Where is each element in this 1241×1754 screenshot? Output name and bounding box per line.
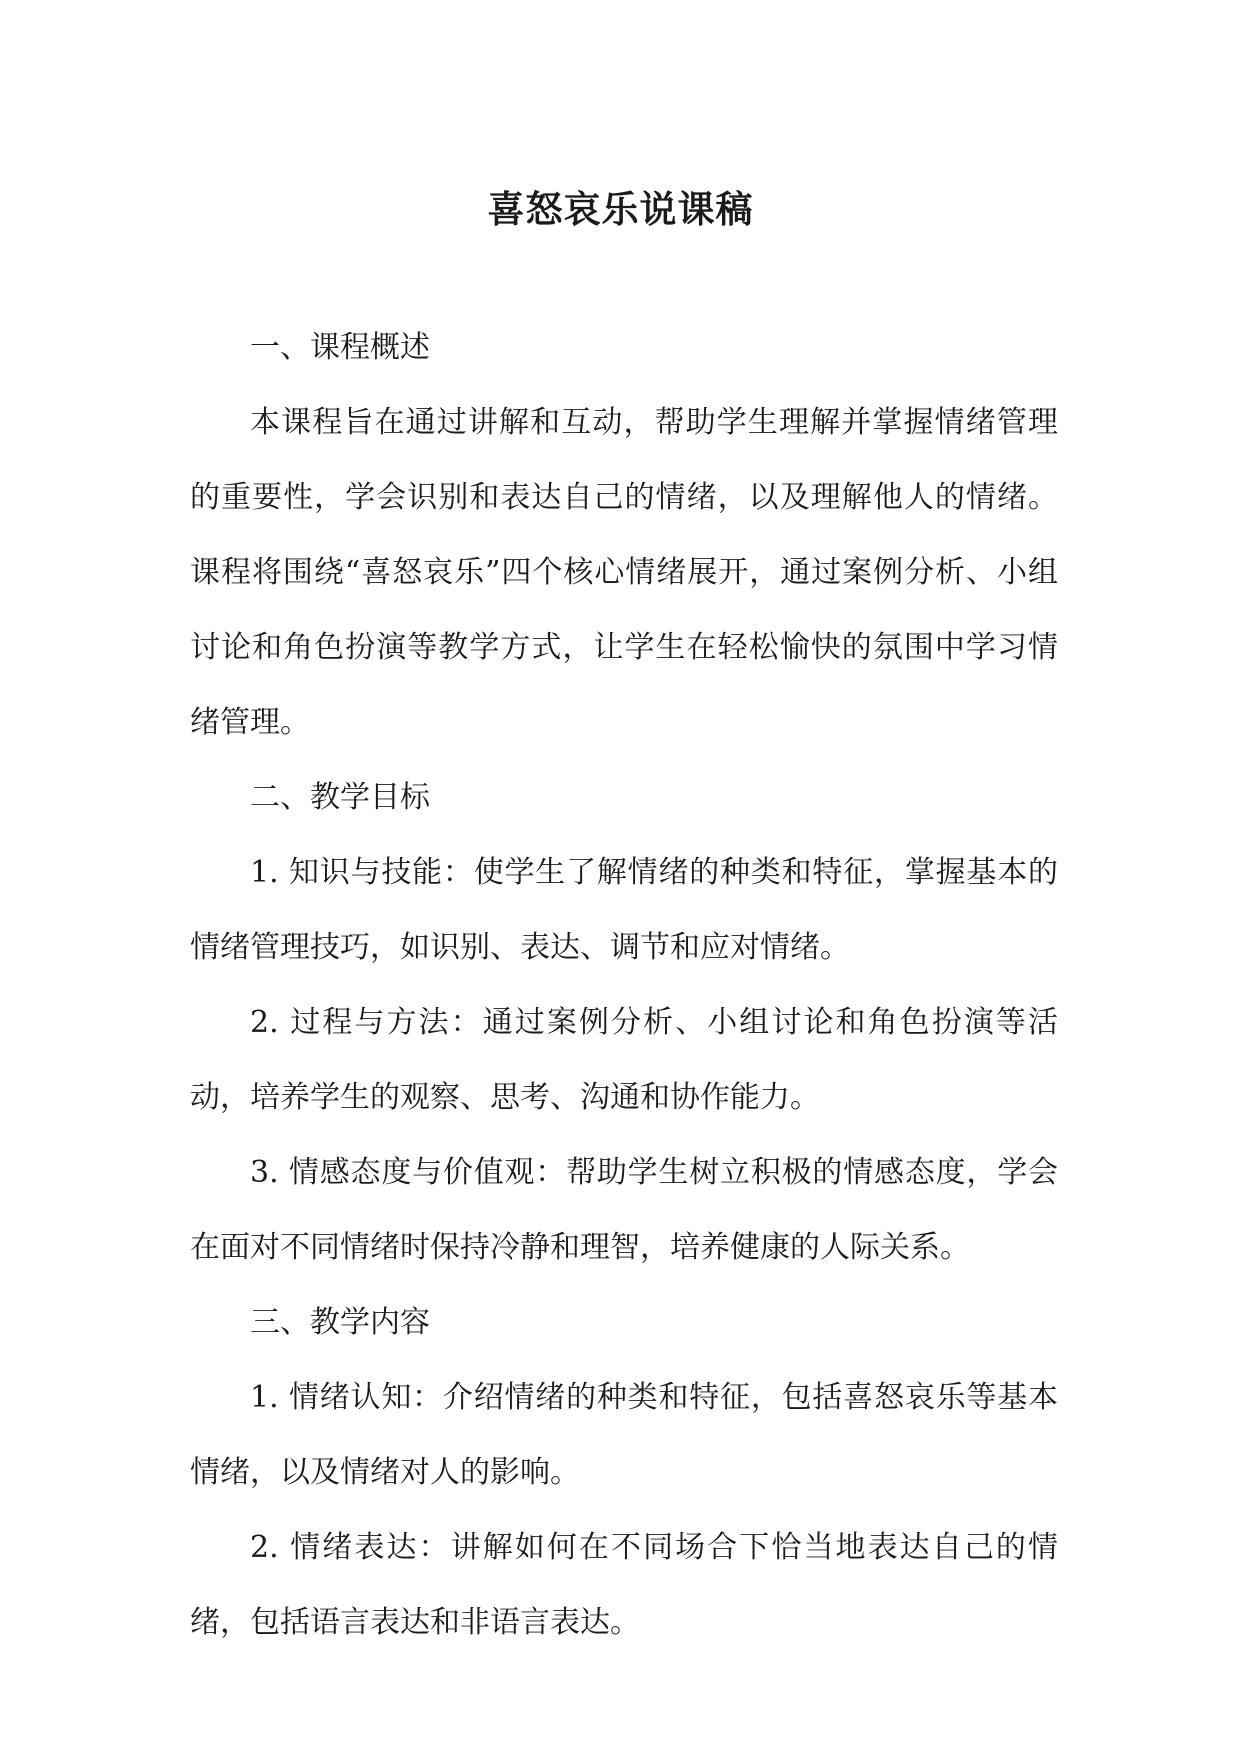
paragraph-content-2: 2. 情绪表达：讲解如何在不同场合下恰当地表达自己的情绪，包括语言表达和非语言表达。 [190, 1530, 1058, 1640]
paragraph-content-1: 1. 情绪认知：介绍情绪的种类和特征，包括喜怒哀乐等基本情绪，以及情绪对人的影响。 [190, 1380, 1058, 1490]
document-title: 喜怒哀乐说课稿 [487, 187, 754, 231]
section-heading-objectives: 二、教学目标 [250, 780, 430, 815]
paragraph-objective-3: 3. 情感态度与价值观：帮助学生树立积极的情感态度，学会在面对不同情绪时保持冷静和理智，培养健康的人际关系。 [190, 1155, 1058, 1265]
paragraph-objective-1: 1. 知识与技能：使学生了解情绪的种类和特征，掌握基本的情绪管理技巧，如识别、表达、调节和应对情绪。 [190, 855, 1058, 965]
section-heading-content: 三、教学内容 [250, 1305, 430, 1340]
paragraph-overview: 本课程旨在通过讲解和互动，帮助学生理解并掌握情绪管理的重要性，学会识别和表达自己的情绪，以及理解他人的情绪。课程将围绕“喜怒哀乐”四个核心情绪展开，通过案例分析、小组讨论和角色扮演等教学方式，让学生在轻松愉快的氛围中学习情绪管理。 [190, 405, 1058, 740]
document-body [190, 310, 1058, 1660]
section-heading-overview: 一、课程概述 [250, 330, 430, 365]
paragraph-objective-2: 2. 过程与方法：通过案例分析、小组讨论和角色扮演等活动，培养学生的观察、思考、沟通和协作能力。 [190, 1005, 1058, 1115]
